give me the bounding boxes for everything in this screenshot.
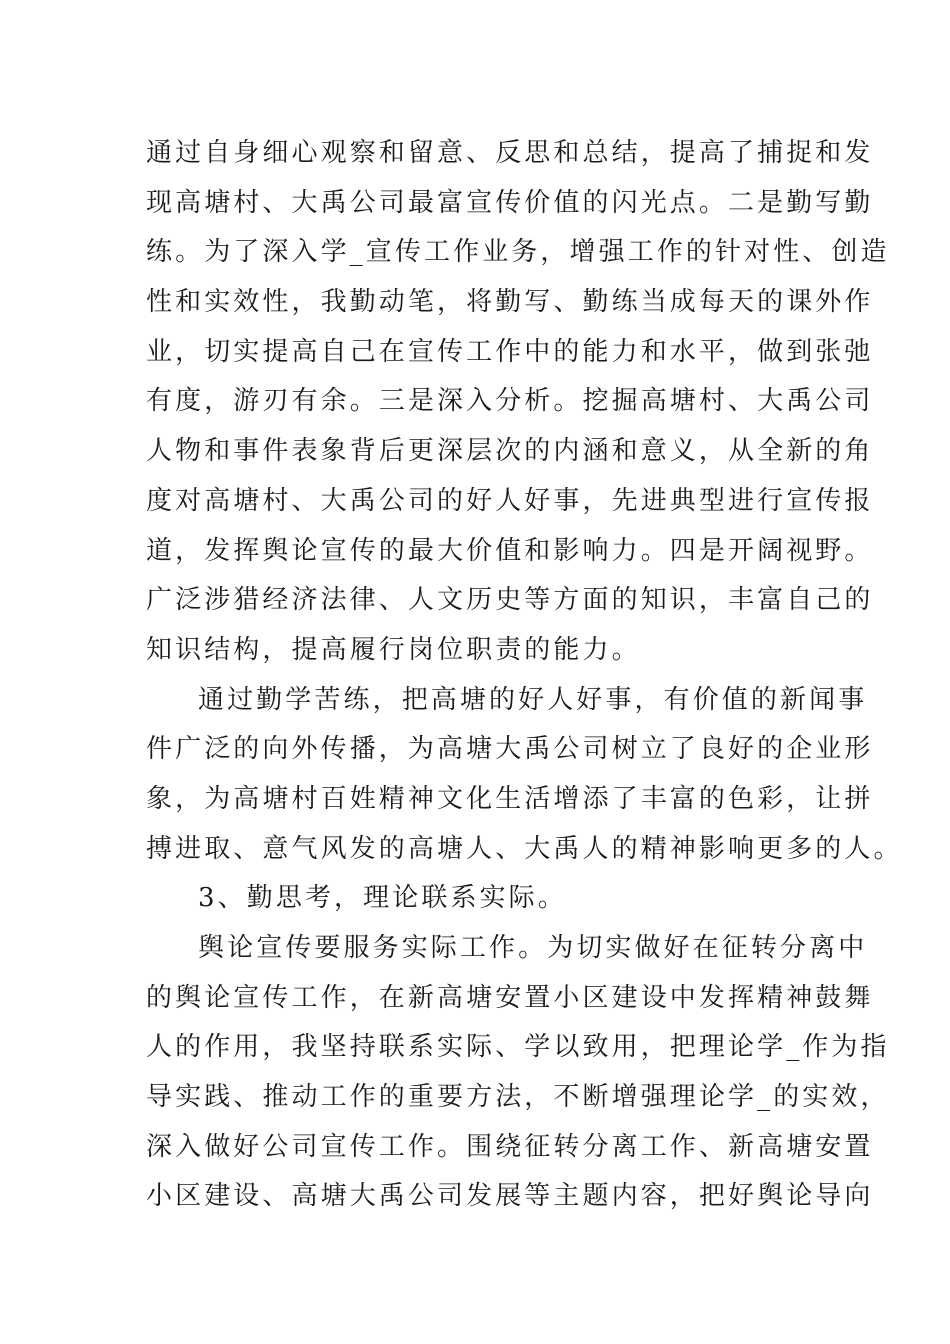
text-line: 有度，游刃有余。三是深入分析。挖掘高塘村、大禹公司 [146,386,874,417]
text-line: 小区建设、高塘大禹公司发展等主题内容，把好舆论导向 [146,1181,874,1212]
text-line: 搏进取、意气风发的高塘人、大禹人的精神影响更多的人。 [146,833,903,864]
paragraph-first-line: 通过勤学苦练，把高塘的好人好事，有价值的新闻事 [198,684,868,715]
text-line: 通过自身细心观察和留意、反思和总结，提高了捕捉和发 [146,138,874,168]
paragraph-first-line: 舆论宣传要服务实际工作。为切实做好在征转分离中 [198,933,868,963]
text-line: 的舆论宣传工作，在新高塘安置小区建设中发挥精神鼓舞 [146,982,874,1013]
text-line: 性和实效性，我勤动笔，将勤写、勤练当成每天的课外作 [146,287,874,318]
text-line: 导实践、推动工作的重要方法，不断增强理论学_的实效， [146,1082,890,1113]
section-heading: 3、勤思考，理论联系实际。 [198,883,567,914]
text-line: 道，发挥舆论宣传的最大价值和影响力。四是开阔视野。 [146,535,874,566]
text-line: 知识结构，提高履行岗位职责的能力。 [146,634,641,665]
text-line: 件广泛的向外传播，为高塘大禹公司树立了良好的企业形 [146,734,874,765]
body-text [146,129,903,1222]
text-line: 业，切实提高自己在宣传工作中的能力和水平，做到张弛 [146,336,874,367]
text-line: 度对高塘村、大禹公司的好人好事，先进典型进行宣传报 [146,485,874,516]
text-line: 人的作用，我坚持联系实际、学以致用，把理论学_作为指 [146,1032,890,1063]
text-line: 广泛涉猎经济法律、人文历史等方面的知识，丰富自己的 [146,585,874,616]
text-line: 人物和事件表象背后更深层次的内涵和意义，从全新的角 [146,436,874,467]
text-line: 练。为了深入学_宣传工作业务，增强工作的针对性、创造 [146,237,890,268]
text-line: 深入做好公司宣传工作。围绕征转分离工作、新高塘安置 [146,1131,874,1162]
text-line: 现高塘村、大禹公司最富宣传价值的闪光点。二是勤写勤 [146,187,874,218]
text-line: 象，为高塘村百姓精神文化生活增添了丰富的色彩，让拼 [146,783,874,814]
